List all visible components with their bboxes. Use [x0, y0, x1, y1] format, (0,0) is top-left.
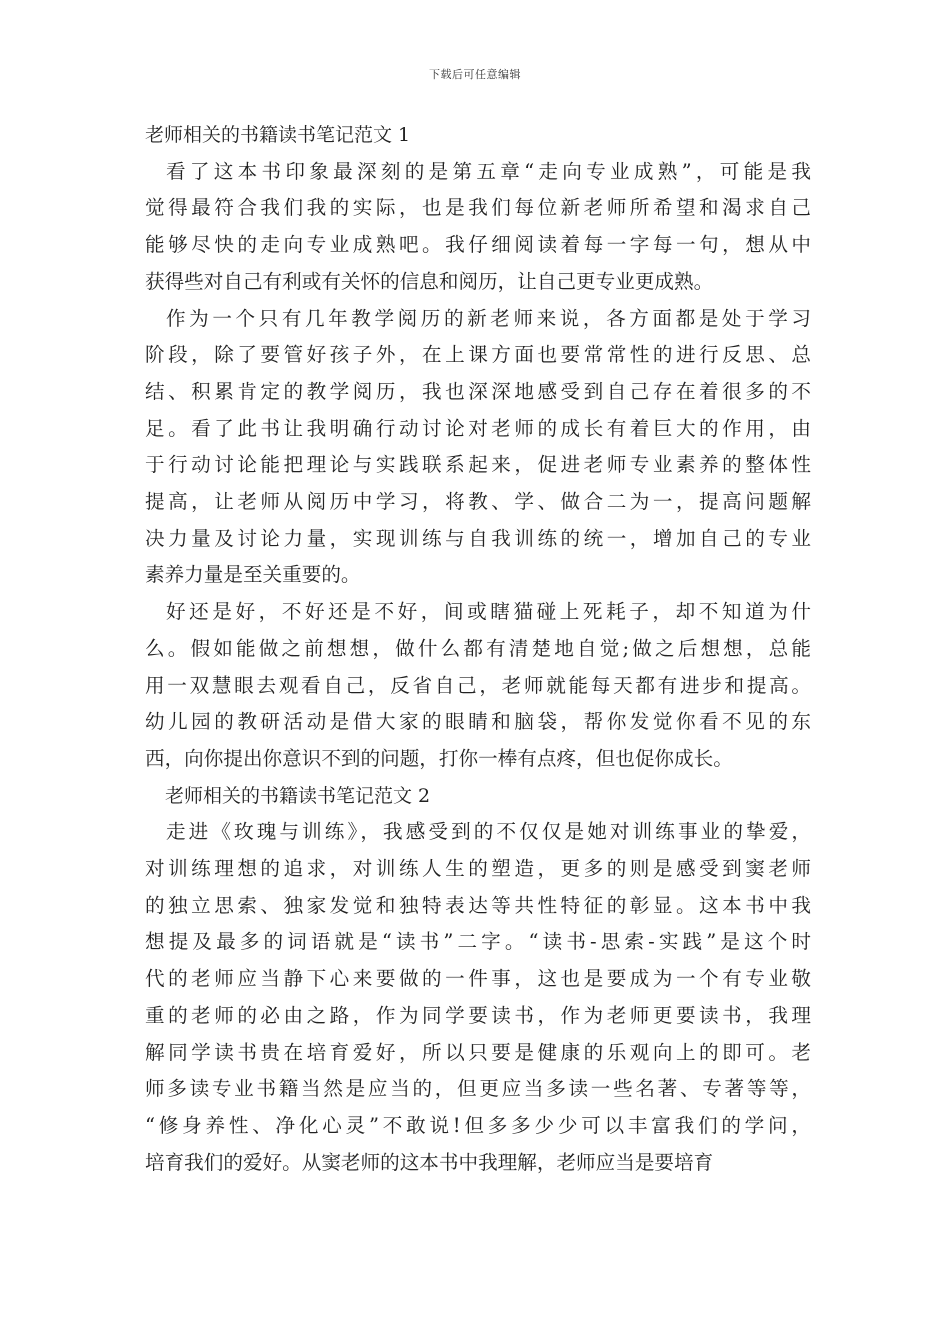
paragraph-line: 么。假如能做之前想想，做什么都有清楚地自觉;做之后想想，总能 — [145, 636, 811, 660]
document-content — [145, 117, 811, 1181]
body-paragraph — [145, 814, 811, 1181]
paragraph-line: 获得些对自己有利或有关怀的信息和阅历，让自己更专业更成熟。 — [145, 269, 714, 293]
paragraph-line: 培育我们的爱好。从窦老师的这本书中我理解，老师应当是要培育 — [145, 1150, 714, 1174]
document-body — [145, 117, 811, 1181]
paragraph-line: “修身养性、净化心灵”不敢说!但多多少少可以丰富我们的学问， — [145, 1113, 811, 1137]
body-paragraph — [145, 594, 811, 778]
body-paragraph — [145, 154, 811, 301]
paragraph-line: 作为一个只有几年教学阅历的新老师来说，各方面都是处于学习 — [166, 306, 811, 330]
paragraph-line: 决力量及讨论力量，实现训练与自我训练的统一，增加自己的专业 — [145, 526, 811, 550]
paragraph-line: 结、积累肯定的教学阅历，我也深深地感受到自己存在着很多的不 — [145, 379, 811, 403]
paragraph-line: 提高，让老师从阅历中学习，将教、学、做合二为一，提高问题解 — [145, 490, 811, 514]
paragraph-line: 西，向你提出你意识不到的问题，打你一棒有点疼，但也促你成长。 — [145, 746, 733, 770]
paragraph-line: 代的老师应当静下心来要做的一件事，这也是要成为一个有专业敬 — [145, 967, 811, 991]
paragraph-line: 于行动讨论能把理论与实践联系起来，促进老师专业素养的整体性 — [145, 453, 811, 477]
paragraph-line: 觉得最符合我们我的实际，也是我们每位新老师所希望和渴求自己 — [145, 196, 811, 220]
paragraph-line: 好还是好，不好还是不好，间或瞎猫碰上死耗子，却不知道为什 — [166, 600, 811, 624]
paragraph-line: 师多读专业书籍当然是应当的，但更应当多读一些名著、专著等等， — [145, 1077, 811, 1101]
paragraph-line: 想提及最多的词语就是“读书”二字。“读书-思索-实践”是这个时 — [145, 930, 811, 954]
paragraph-line: 的独立思索、独家发觉和独特表达等共性特征的彰显。这本书中我 — [145, 893, 811, 917]
body-paragraph — [145, 301, 811, 595]
paragraph-line: 走进《玫瑰与训练》，我感受到的不仅仅是她对训练事业的挚爱， — [166, 820, 811, 844]
paragraph-line: 足。看了此书让我明确行动讨论对老师的成长有着巨大的作用，由 — [145, 416, 811, 440]
section-title: 老师相关的书籍读书笔记范文 2 — [165, 784, 431, 807]
paragraph-line: 用一双慧眼去观看自己，反省自己，老师就能每天都有进步和提高。 — [145, 673, 811, 697]
paragraph-line: 阶段，除了要管好孩子外，在上课方面也要常常性的进行反思、总 — [145, 343, 811, 367]
paragraph-line: 重的老师的必由之路，作为同学要读书，作为老师更要读书，我理 — [145, 1003, 811, 1027]
paragraph-line: 对训练理想的追求，对训练人生的塑造，更多的则是感受到窦老师 — [145, 857, 811, 881]
paragraph-line: 素养力量是至关重要的。 — [145, 563, 361, 587]
paragraph-line: 看了这本书印象最深刻的是第五章“走向专业成熟”，可能是我 — [166, 159, 811, 183]
page-header-note: 下载后可任意编辑 — [429, 68, 521, 81]
paragraph-line: 解同学读书贵在培育爱好，所以只要是健康的乐观向上的即可。老 — [145, 1040, 811, 1064]
paragraph-line: 能够尽快的走向专业成熟吧。我仔细阅读着每一字每一句，想从中 — [145, 233, 811, 257]
paragraph-line: 幼儿园的教研活动是借大家的眼睛和脑袋，帮你发觉你看不见的东 — [145, 710, 811, 734]
section-title: 老师相关的书籍读书笔记范文 1 — [145, 124, 411, 146]
